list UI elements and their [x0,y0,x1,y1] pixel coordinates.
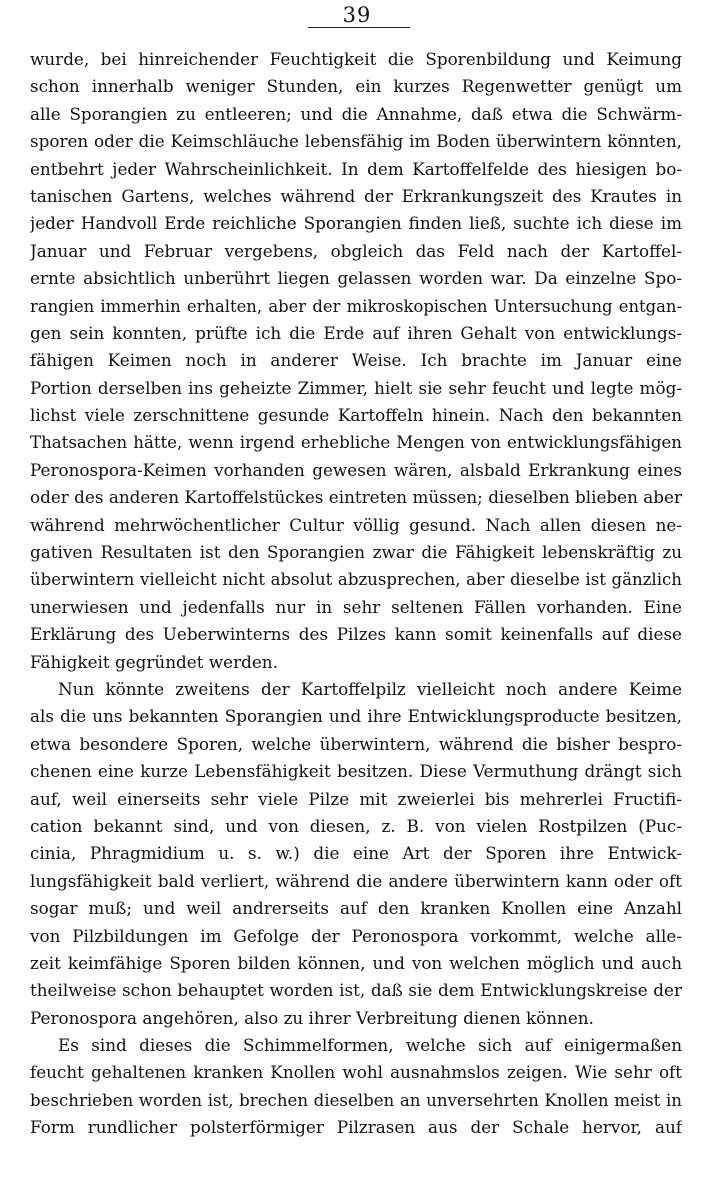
text-line: während mehrwöchentlicher Cultur völlig gesund. Nach allen diesen ne- [30,514,682,535]
text-line: Nun könnte zweitens der Kartoffelpilz vielleicht noch andere Keime [58,678,682,699]
text-line: cinia, Phragmidium u. s. w.) die eine Art der Sporen ihre Entwick- [30,843,682,864]
text-line: tanischen Gartens, welches während der Erkrankungszeit des Krautes in [30,185,682,206]
page-number: 39 [342,3,372,27]
header-rule [308,27,410,28]
text-line: chenen eine kurze Lebensfähigkeit besitzen. Diese Vermuthung drängt sich [30,761,682,782]
text-line: Fähigkeit gegründet werden. [30,651,278,672]
text-line: lichst viele zerschnittene gesunde Kartoffeln hinein. Nach den bekannten [30,405,682,426]
text-line: zeit keimfähige Sporen bilden können, und von welchen möglich und auch [30,952,682,973]
text-line: Portion derselben ins geheizte Zimmer, hielt sie sehr feucht und legte mög- [30,377,682,398]
text-line: Es sind dieses die Schimmelformen, welche sich auf einigermaßen [58,1035,682,1056]
text-line: von Pilzbildungen im Gefolge der Peronospora vorkommt, welche alle- [30,925,682,946]
text-line: fähigen Keimen noch in anderer Weise. Ich brachte im Januar eine [30,350,682,371]
text-line: theilweise schon behauptet worden ist, daß sie dem Entwicklungskreise der [30,980,682,1001]
text-line: wurde, bei hinreichender Feuchtigkeit die Sporenbildung und Keimung [30,49,682,69]
text-line: überwintern vielleicht nicht absolut abzusprechen, aber dieselbe ist gänzlich [30,570,682,590]
text-line: etwa besondere Sporen, welche überwintern, während die bisher bespro- [30,733,682,754]
text-line: entbehrt jeder Wahrscheinlichkeit. In dem Kartoffelfelde des hiesigen bo- [30,158,682,179]
text-line: Januar und Februar vergebens, obgleich das Feld nach der Kartoffel- [30,240,682,261]
text-line: Peronospora-Keimen vorhanden gewesen wären, alsbald Erkrankung eines [30,459,682,480]
text-line: beschrieben worden ist, brechen dieselben an unversehrten Knollen meist in [30,1090,682,1110]
text-line: Peronospora angehören, also zu ihrer Verbreitung dienen können. [30,1007,594,1028]
text-line: sporen oder die Keimschläuche lebensfähig im Boden überwintern könnten, [30,131,682,152]
text-line: gen sein konnten, prüfte ich die Erde auf ihren Gehalt von entwicklungs- [30,322,682,343]
text-line: feucht gehaltenen kranken Knollen wohl ausnahmslos zeigen. Wie sehr oft [30,1062,682,1083]
text-line: rangien immerhin erhalten, aber der mikroskopischen Untersuchung entgan- [30,296,682,316]
text-line: unerwiesen und jedenfalls nur in sehr seltenen Fällen vorhanden. Eine [30,596,682,617]
text-line: cation bekannt sind, und von diesen, z. B. von vielen Rostpilzen (Puc- [30,815,682,836]
text-line: lungsfähigkeit bald verliert, während die andere überwintern kann oder oft [30,870,682,891]
body-text [30,46,682,1142]
text-line: sogar muß; und weil andrerseits auf den kranken Knollen eine Anzahl [30,898,682,919]
text-line: auf, weil einerseits sehr viele Pilze mit zweierlei bis mehrerlei Fructifi- [30,788,682,809]
text-line: gativen Resultaten ist den Sporangien zwar die Fähigkeit lebenskräftig zu [30,542,682,563]
text-line: ernte absichtlich unberührt liegen gelassen worden war. Da einzelne Spo- [30,268,682,289]
text-line: oder des anderen Kartoffelstückes eintreten müssen; dieselben blieben aber [30,487,682,508]
text-line: jeder Handvoll Erde reichliche Sporangien finden ließ, suchte ich diese im [30,213,682,234]
text-line: Form rundlicher polsterförmiger Pilzrasen aus der Schale hervor, auf [30,1117,682,1138]
text-line: als die uns bekannten Sporangien und ihre Entwicklungsproducte besitzen, [30,706,682,727]
text-line: Erklärung des Ueberwinterns des Pilzes kann somit keinenfalls auf diese [30,624,682,645]
text-line: alle Sporangien zu entleeren; und die Annahme, daß etwa die Schwärm- [30,103,682,124]
text-line: schon innerhalb weniger Stunden, ein kurzes Regenwetter genügt um [30,76,682,97]
text-line: Thatsachen hätte, wenn irgend erhebliche Mengen von entwicklungsfähigen [30,433,682,453]
